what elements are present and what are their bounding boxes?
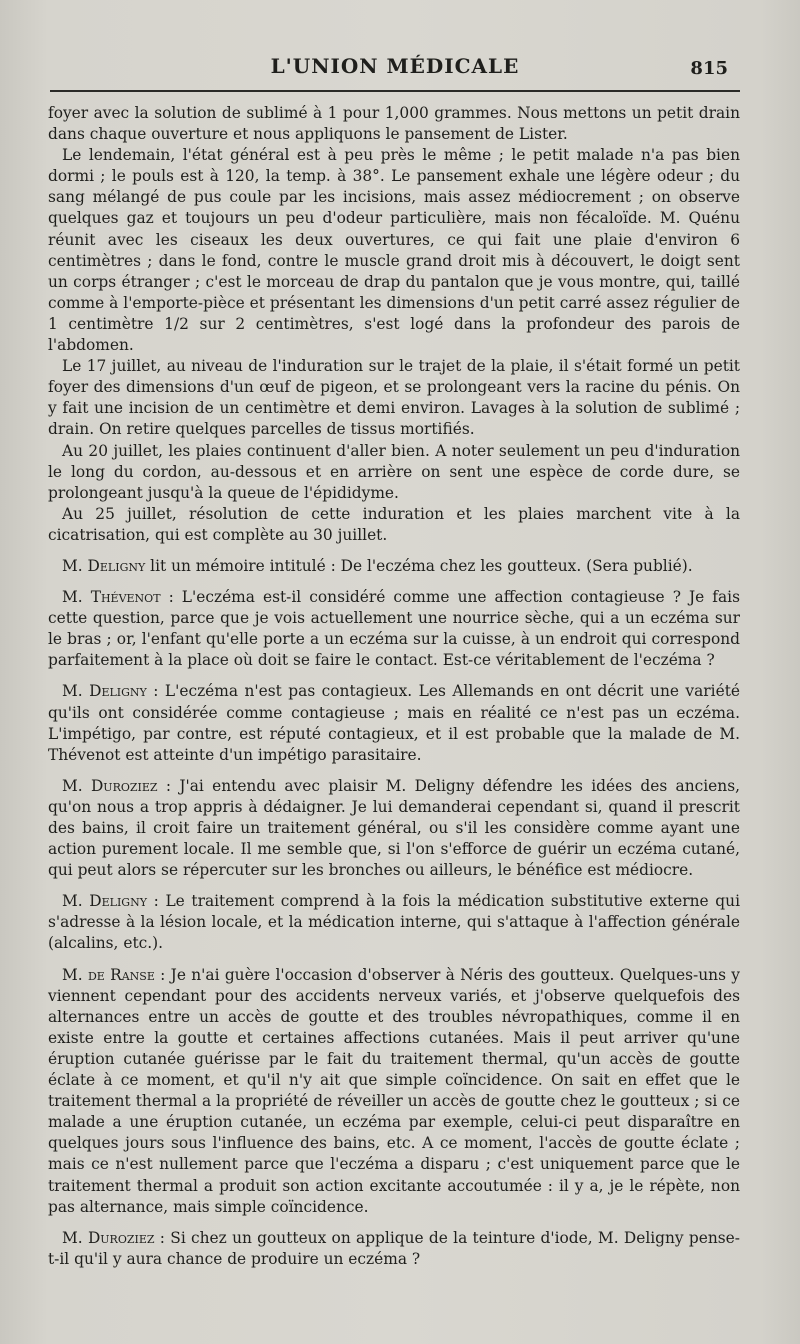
paragraph: M. Duroziez : Si chez un goutteux on applique de la teinture d'iode, M. Deligny pense-t-il qu'il y aura chance de produire un eczéma ? [48, 1228, 740, 1268]
paragraph: Au 20 juillet, les plaies continuent d'aller bien. A noter seulement un peu d'induration le long du cordon, au-dessous et en arrière on sent une espèce de corde dure, se prolongeant jusqu'à la queue de l'épididyme. [48, 441, 740, 502]
speaker-name: M. Deligny [62, 682, 147, 701]
running-title: L'UNION MÉDICALE [270, 54, 520, 78]
speaker-name: M. de Ranse [62, 965, 155, 984]
paragraph: Le 17 juillet, au niveau de l'induration sur le trajet de la plaie, il s'était formé un petit foyer des dimensions d'un œuf de pigeon, et se prolongeant vers la racine du pénis. On y fait une incision de un centimètre et demi environ. Lavages à la solution de sublimé ; drain. On retire quelques parcelles de tissus mortifiés. [48, 357, 740, 439]
speaker-name: M. Duroziez [62, 1228, 155, 1247]
paragraph: Le lendemain, l'état général est à peu près le même ; le petit malade n'a pas bien dormi ; le pouls est à 120, la temp. à 38°. Le pansement exhale une légère odeur ; du sang mélangé de pus coule par les incisions, mais assez médiocrement ; on observe quelques gaz et toujours un peu d'odeur particulière, mais non fécaloïde. M. Quénu réunit avec les ciseaux les deux ouvertures, ce qui fait une plaie d'environ 6 centimètres ; dans le fond, contre le muscle grand droit mis à découvert, le doigt sent un corps étranger ; c'est le morceau de drap du pantalon que je vous montre, qui, taillé comme à l'emporte-pièce et présentant les dimensions d'un petit carré assez régulier de 1 centimètre 1/2 sur 2 centimètres, s'est logé dans la profondeur des parois de l'abdomen. [48, 146, 740, 355]
speaker-name: M. Deligny [62, 556, 146, 575]
paragraph: M. Deligny lit un mémoire intitulé : De l'eczéma chez les goutteux. (Sera publié). [62, 556, 693, 575]
page-number: 815 [690, 58, 728, 79]
paragraph: M. Thévenot : L'eczéma est-il considéré comme une affection contagieuse ? Je fais cette question, parce que je vois actuellement une nourrice sèche, qui a un eczéma sur le bras ; or, l'enfant qu'elle porte a un eczéma sur la cuisse, à un endroit qui correspond parfaitement à la place où doit se faire le contact. Est-ce véritablement de l'eczéma ? [48, 588, 740, 670]
speaker-name: M. Duroziez [62, 776, 158, 795]
paragraph: M. Deligny : L'eczéma n'est pas contagieux. Les Allemands en ont décrit une variété qu'ils ont considérée comme contagieuse ; mais en réalité ce n'est pas un eczéma. L'impétigo, par contre, est réputé contagieux, et il est probable que la malade de M. Thévenot est atteinte d'un impétigo parasitaire. [48, 682, 740, 764]
page-header [50, 48, 740, 92]
paragraph: M. Deligny : Le traitement comprend à la fois la médication substitutive externe qui s'adresse à la lésion locale, et la médication interne, qui s'attaque à l'affection générale (alcalins, etc.). [48, 892, 740, 953]
paragraph: M. de Ranse : Je n'ai guère l'occasion d'observer à Néris des goutteux. Quelques-uns y viennent cependant pour des accidents nerveux variés, et j'observe quelquefois des alternances entre un accès de goutte et des troubles névropathiques, comme il en existe entre la goutte et certaines affections cutanées. Mais il peut arriver qu'une éruption cutanée guérisse par le fait du traitement thermal, qu'un accès de goutte éclate à ce moment, et qu'il n'y ait que simple coïncidence. On sait en effet que le traitement thermal a la propriété de réveiller un accès de goutte chez le goutteux ; si ce malade a une éruption cutanée, un eczéma par exemple, celui-ci peut disparaître en quelques jours sous l'influence des bains, etc. A ce moment, l'accès de goutte éclate ; mais ce n'est nullement parce que l'eczéma a disparu ; c'est uniquement parce que le traitement thermal a produit son action excitante accoutumée : il y a, je le répète, non pas alternance, mais simple coïncidence. [48, 965, 740, 1216]
paragraph: M. Duroziez : J'ai entendu avec plaisir M. Deligny défendre les idées des anciens, qu'on nous a trop appris à dédaigner. Je lui demanderai cependant si, quand il prescrit des bains, il croit faire un traitement général, ou s'il les considère comme ayant une action purement locale. Il me semble que, si l'on s'efforce de guérir un eczéma cutané, qui peut alors se répercuter sur les bronches ou ailleurs, le bénéfice est médiocre. [48, 776, 740, 880]
speaker-name: M. Thévenot [62, 588, 161, 607]
body-text [48, 103, 740, 1270]
paragraph: Au 25 juillet, résolution de cette induration et les plaies marchent vite à la cicatrisation, qui est complète au 30 juillet. [48, 504, 740, 544]
speaker-name: M. Deligny [62, 892, 147, 911]
paragraph: foyer avec la solution de sublimé à 1 pour 1,000 grammes. Nous mettons un petit drain dans chaque ouverture et nous appliquons le pansement de Lister. [48, 104, 740, 144]
